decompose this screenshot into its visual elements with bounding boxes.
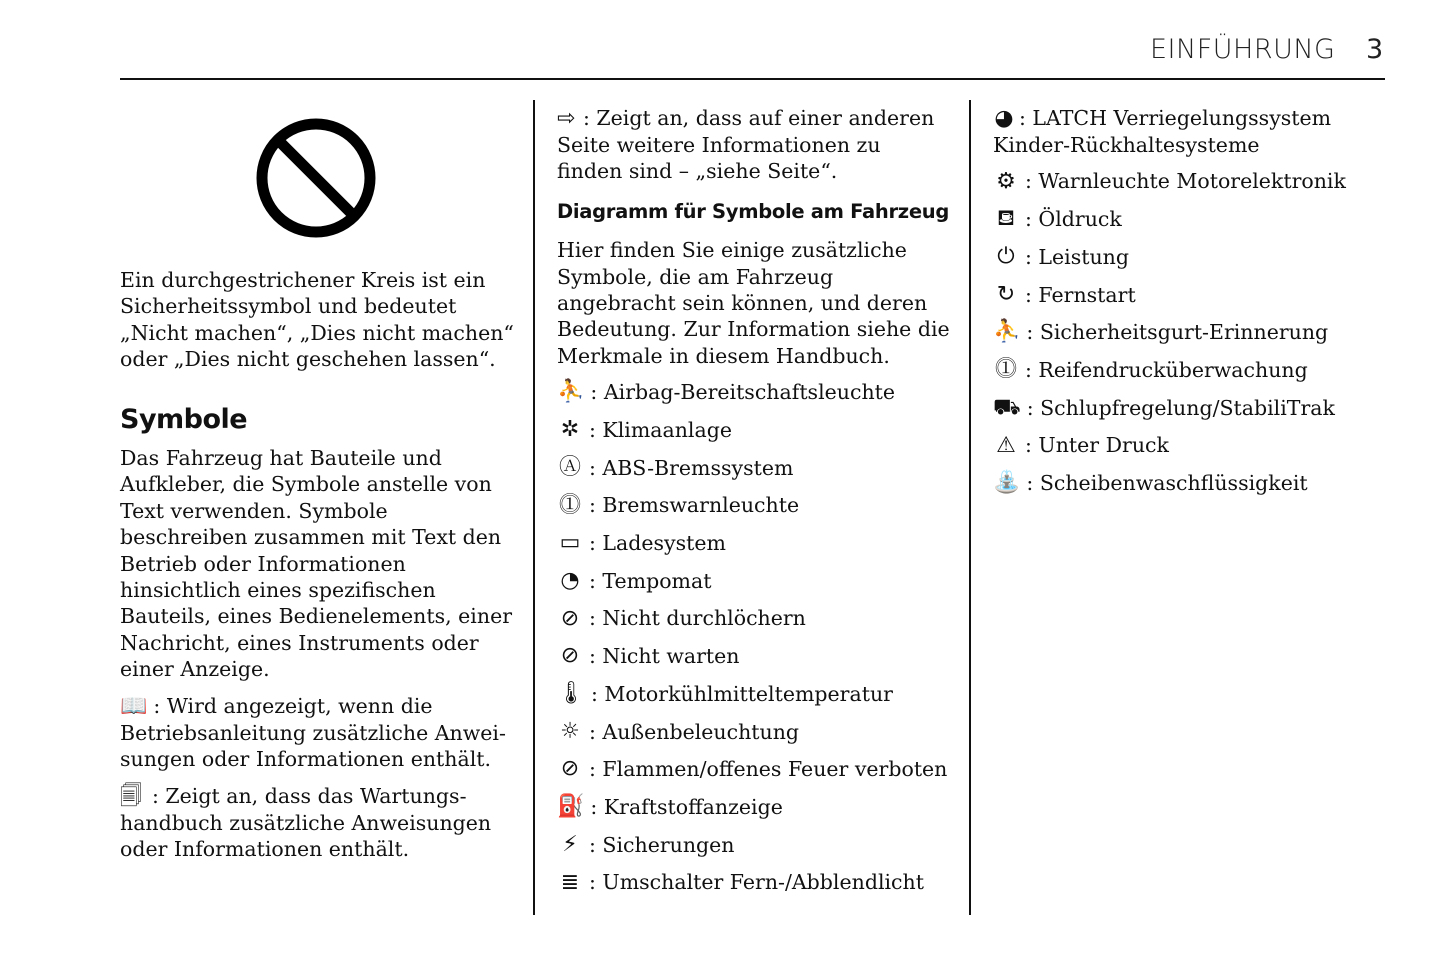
symbol-label: : Öldruck: [1025, 207, 1122, 232]
do-not-puncture-icon: ⊘: [560, 605, 580, 631]
tire-pressure-icon: ⓵: [994, 357, 1017, 383]
symbol-item: [993, 470, 1413, 496]
section-title: EINFÜHRUNG: [1150, 34, 1336, 65]
battery-icon: ▭: [559, 530, 581, 556]
symbol-item: [993, 395, 1413, 421]
symbol-label: : Klimaanlage: [589, 417, 732, 442]
symbol-item: [993, 168, 1413, 194]
symbol-label: : Reifendrucküberwachung: [1025, 357, 1308, 382]
symbol-label: : Motorkühlmitteltemperatur: [590, 681, 893, 706]
symbol-label: : Sicherungen: [589, 832, 735, 857]
diagram-heading: Diagramm für Symbole am Fahrzeug: [557, 199, 950, 223]
symbol-item: [557, 794, 952, 820]
symbol-label: : Unter Druck: [1025, 433, 1169, 458]
column-divider: [969, 100, 971, 915]
symbol-label: : Nicht warten: [589, 644, 740, 669]
symbol-label: : Sicherheitsgurt-Erinnerung: [1026, 320, 1329, 345]
exterior-lamp-icon: ☼: [560, 718, 580, 744]
diagram-body: Hier finden Sie einige zusätzliche Symbole, die am Fahrzeug angebracht sein können, und deren Bedeutung. Zur Information siehe die Merkmale in diesem Handbuch.: [557, 238, 950, 368]
latch-label-2: Kinder-Rückhaltesysteme: [993, 133, 1260, 157]
symbol-label: : Leistung: [1025, 244, 1130, 269]
symbol-item: [993, 357, 1413, 383]
symbol-item: [993, 319, 1413, 345]
column-2: [557, 105, 952, 907]
climate-icon: ✲: [560, 417, 580, 443]
fuse-icon: ⚡: [562, 831, 578, 857]
do-not-service-icon: ⊘: [560, 643, 580, 669]
book-note: : Wird angezeigt, wenn die Betriebsanleitung zusätzliche Anweisungen oder Informationen enthält.: [120, 693, 506, 772]
symbol-item: [993, 244, 1413, 270]
symbol-list: [993, 168, 1413, 496]
fuel-gauge-icon: ⛽: [557, 794, 585, 820]
symbol-list: [557, 379, 952, 896]
book-icon: 📖: [120, 693, 148, 719]
symbol-item: [993, 282, 1413, 308]
symbol-label: : Airbag-Bereitschaftsleuchte: [590, 380, 896, 405]
symbol-label: : Außenbeleuchtung: [589, 719, 800, 744]
symbols-heading: Symbole: [120, 403, 248, 435]
symbol-label: : Warnleuchte Motorelektronik: [1025, 169, 1346, 194]
no-flames-icon: ⊘: [560, 756, 580, 782]
symbol-label: : Kraftstoffanzeige: [590, 794, 783, 819]
symbol-item: [557, 832, 952, 858]
symbol-item: [557, 643, 952, 669]
header-rule: [120, 78, 1385, 80]
symbol-label: : Nicht durchlöchern: [589, 606, 806, 631]
arrow-icon: ⇨: [557, 106, 576, 131]
symbol-label: : Tempomat: [589, 568, 712, 593]
power-icon: ⏻: [997, 244, 1015, 270]
column-1: [120, 105, 515, 862]
symbol-item: [993, 206, 1413, 232]
brake-warning-icon: ⓵: [558, 492, 581, 518]
service-note: : Zeigt an, dass das Wartungshandbuch zusätzliche Anweisungen oder Informationen enthält.: [120, 783, 492, 861]
prohibition-icon: [255, 117, 377, 239]
symbol-label: : Fernstart: [1025, 282, 1136, 307]
symbol-item: [557, 492, 952, 518]
column-divider: [533, 100, 535, 915]
column-3: [993, 105, 1413, 508]
symbol-item: [557, 719, 952, 745]
symbol-label: : Umschalter Fern-/Abblendlicht: [589, 870, 924, 895]
symbols-body: Das Fahrzeug hat Bauteile und Aufkleber, die Symbole anstelle von Text verwenden. Symbole beschreiben zusammen mit Text den Betrieb oder Informationen hinsichtlich eines spezifischen Bauteils, eines Bedienelements, einer Nachricht, eines Instruments oder einer Anzeige.: [120, 446, 513, 682]
coolant-temp-icon: 🌡: [557, 681, 585, 707]
engine-check-icon: ⚙: [996, 168, 1016, 194]
airbag-icon: ⛹: [557, 379, 585, 405]
symbol-item: [557, 756, 952, 782]
symbol-label: : ABS-Bremssystem: [589, 455, 794, 480]
under-pressure-icon: ⚠: [996, 432, 1016, 458]
symbol-label: : Schlupfregelung/StabiliTrak: [1026, 395, 1335, 420]
symbol-item: [557, 605, 952, 631]
washer-fluid-icon: ⛲: [993, 470, 1021, 496]
symbol-item: [557, 455, 952, 481]
symbol-item: [993, 432, 1413, 458]
symbol-label: : Flammen/offenes Feuer verboten: [589, 757, 948, 782]
service-manual-icon: 🗐: [120, 783, 142, 809]
remote-start-icon: ↻: [996, 281, 1016, 307]
symbol-item: [557, 417, 952, 443]
symbol-label: : Bremswarnleuchte: [589, 493, 800, 518]
cruise-control-icon: ◔: [560, 567, 580, 593]
symbol-label: : Scheibenwaschflüssigkeit: [1026, 471, 1308, 496]
prohibition-description: Ein durchgestrichener Kreis ist ein Sicherheitssymbol und bedeutet „Nicht machen“, „Dies nicht machen“ oder „Dies nicht geschehen lassen“.: [120, 268, 514, 372]
symbol-item: [557, 379, 952, 405]
arrow-note: : Zeigt an, dass auf einer anderen Seite weitere Informationen zu finden sind – „siehe Seite“.: [557, 106, 935, 184]
symbol-label: : Ladesystem: [589, 531, 726, 556]
abs-icon: Ⓐ: [558, 454, 581, 480]
high-beam-icon: ≣: [560, 869, 580, 895]
page-number: 3: [1366, 34, 1384, 65]
latch-label: : LATCH Verriegelungssystem: [1019, 106, 1332, 130]
symbol-item: [557, 530, 952, 556]
symbol-item: [557, 568, 952, 594]
latch-icon: ◕: [994, 106, 1014, 131]
seatbelt-icon: ⛹: [993, 319, 1021, 345]
symbol-item: [557, 681, 952, 707]
stabilitrak-icon: ⛟: [993, 394, 1021, 420]
symbol-item: [557, 869, 952, 895]
oil-pressure-icon: ⛾: [997, 206, 1015, 232]
